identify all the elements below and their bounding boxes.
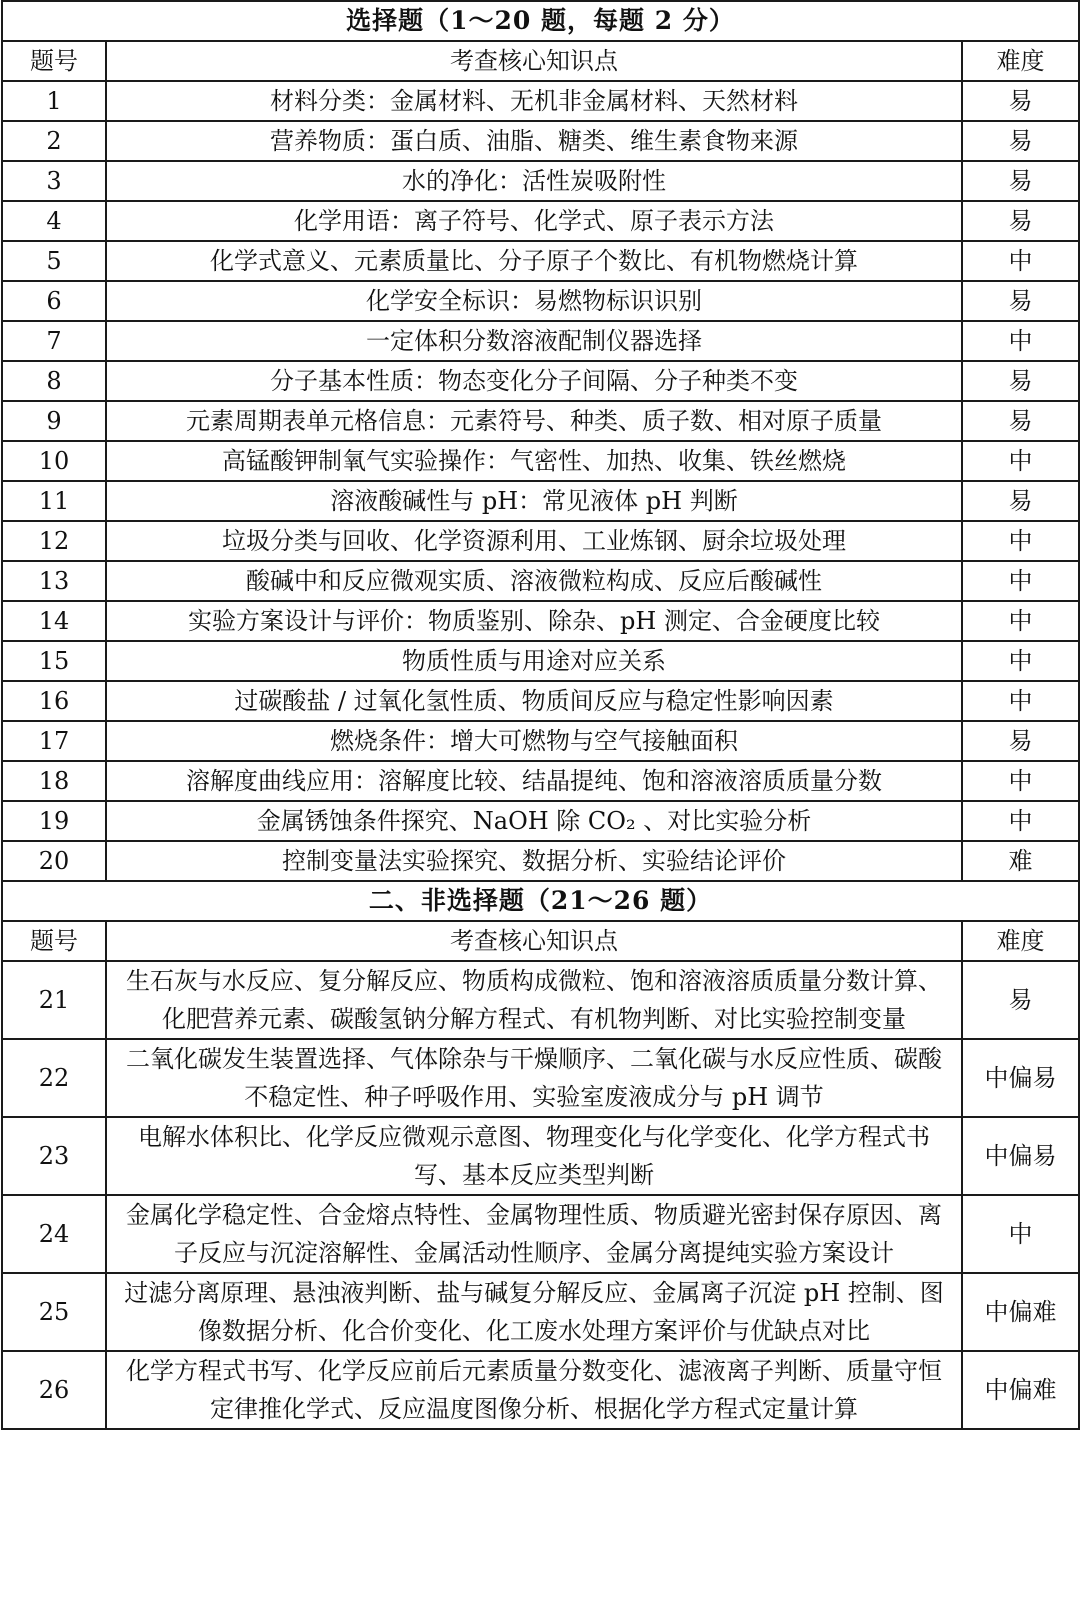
- question-number: 20: [2, 841, 106, 881]
- difficulty: 中: [962, 1195, 1079, 1273]
- question-number: 8: [2, 361, 106, 401]
- table-row: [2, 721, 1079, 761]
- table-row: [2, 641, 1079, 681]
- question-number: 25: [2, 1273, 106, 1351]
- question-number: 14: [2, 601, 106, 641]
- question-number: 26: [2, 1351, 106, 1429]
- knowledge-point: 二氧化碳发生装置选择、气体除杂与干燥顺序、二氧化碳与水反应性质、碳酸不稳定性、种子呼吸作用、实验室废液成分与 pH 调节: [106, 1039, 962, 1117]
- table-row: [2, 121, 1079, 161]
- header-row: [2, 41, 1079, 81]
- difficulty: 易: [962, 81, 1079, 121]
- table-row: [2, 1117, 1079, 1195]
- knowledge-point: 过碳酸盐 / 过氧化氢性质、物质间反应与稳定性影响因素: [106, 681, 962, 721]
- question-number: 5: [2, 241, 106, 281]
- question-number: 22: [2, 1039, 106, 1117]
- knowledge-point: 化学方程式书写、化学反应前后元素质量分数变化、滤液离子判断、质量守恒定律推化学式、反应温度图像分析、根据化学方程式定量计算: [106, 1351, 962, 1429]
- knowledge-point: 过滤分离原理、悬浊液判断、盐与碱复分解反应、金属离子沉淀 pH 控制、图像数据分析、化合价变化、化工废水处理方案评价与优缺点对比: [106, 1273, 962, 1351]
- question-number: 17: [2, 721, 106, 761]
- knowledge-point: 材料分类：金属材料、无机非金属材料、天然材料: [106, 81, 962, 121]
- table-row: [2, 1195, 1079, 1273]
- table-row: [2, 201, 1079, 241]
- question-number: 12: [2, 521, 106, 561]
- table-row: [2, 1039, 1079, 1117]
- table-row: [2, 681, 1079, 721]
- difficulty: 中: [962, 561, 1079, 601]
- knowledge-point: 溶解度曲线应用：溶解度比较、结晶提纯、饱和溶液溶质质量分数: [106, 761, 962, 801]
- table-row: [2, 1351, 1079, 1429]
- knowledge-point: 一定体积分数溶液配制仪器选择: [106, 321, 962, 361]
- difficulty: 易: [962, 161, 1079, 201]
- table-row: [2, 841, 1079, 881]
- knowledge-point: 高锰酸钾制氧气实验操作：气密性、加热、收集、铁丝燃烧: [106, 441, 962, 481]
- knowledge-point: 酸碱中和反应微观实质、溶液微粒构成、反应后酸碱性: [106, 561, 962, 601]
- table-row: [2, 321, 1079, 361]
- difficulty: 中: [962, 441, 1079, 481]
- difficulty: 中: [962, 321, 1079, 361]
- table-row: [2, 1273, 1079, 1351]
- knowledge-point: 化学用语：离子符号、化学式、原子表示方法: [106, 201, 962, 241]
- difficulty: 易: [962, 201, 1079, 241]
- difficulty: 中: [962, 521, 1079, 561]
- header-row: [2, 921, 1079, 961]
- difficulty: 易: [962, 721, 1079, 761]
- difficulty: 中: [962, 681, 1079, 721]
- question-number: 24: [2, 1195, 106, 1273]
- difficulty: 中偏易: [962, 1117, 1079, 1195]
- knowledge-point: 物质性质与用途对应关系: [106, 641, 962, 681]
- question-number: 23: [2, 1117, 106, 1195]
- difficulty: 中: [962, 241, 1079, 281]
- question-number: 6: [2, 281, 106, 321]
- question-number: 18: [2, 761, 106, 801]
- table-row: [2, 801, 1079, 841]
- question-number: 1: [2, 81, 106, 121]
- section-title-choice: 选择题（1～20 题，每题 2 分）: [2, 1, 1079, 41]
- knowledge-point: 化学式意义、元素质量比、分子原子个数比、有机物燃烧计算: [106, 241, 962, 281]
- table-row: [2, 521, 1079, 561]
- table-row: [2, 361, 1079, 401]
- knowledge-point: 实验方案设计与评价：物质鉴别、除杂、pH 测定、合金硬度比较: [106, 601, 962, 641]
- table-row: [2, 241, 1079, 281]
- knowledge-point: 化学安全标识：易燃物标识识别: [106, 281, 962, 321]
- question-number: 10: [2, 441, 106, 481]
- table-row: [2, 761, 1079, 801]
- question-number: 2: [2, 121, 106, 161]
- table-row: [2, 81, 1079, 121]
- header-number: 题号: [2, 921, 106, 961]
- knowledge-point: 营养物质：蛋白质、油脂、糖类、维生素食物来源: [106, 121, 962, 161]
- question-number: 21: [2, 961, 106, 1039]
- question-number: 4: [2, 201, 106, 241]
- table-row: [2, 481, 1079, 521]
- question-number: 16: [2, 681, 106, 721]
- difficulty: 易: [962, 481, 1079, 521]
- difficulty: 易: [962, 361, 1079, 401]
- table-row: [2, 441, 1079, 481]
- difficulty: 易: [962, 961, 1079, 1039]
- table-row: [2, 161, 1079, 201]
- table-row: [2, 281, 1079, 321]
- table-row: [2, 601, 1079, 641]
- header-difficulty: 难度: [962, 41, 1079, 81]
- difficulty: 易: [962, 281, 1079, 321]
- section-title-row: [2, 1, 1079, 41]
- knowledge-point: 金属化学稳定性、合金熔点特性、金属物理性质、物质避光密封保存原因、离子反应与沉淀溶解性、金属活动性顺序、金属分离提纯实验方案设计: [106, 1195, 962, 1273]
- table-row: [2, 961, 1079, 1039]
- difficulty: 中偏难: [962, 1273, 1079, 1351]
- knowledge-point: 燃烧条件：增大可燃物与空气接触面积: [106, 721, 962, 761]
- question-number: 7: [2, 321, 106, 361]
- difficulty: 中: [962, 801, 1079, 841]
- question-number: 3: [2, 161, 106, 201]
- question-number: 11: [2, 481, 106, 521]
- knowledge-point-table: [1, 0, 1080, 1430]
- knowledge-point: 电解水体积比、化学反应微观示意图、物理变化与化学变化、化学方程式书写、基本反应类型判断: [106, 1117, 962, 1195]
- question-number: 13: [2, 561, 106, 601]
- header-number: 题号: [2, 41, 106, 81]
- section-title-nonchoice: 二、非选择题（21～26 题）: [2, 881, 1079, 921]
- difficulty: 易: [962, 401, 1079, 441]
- knowledge-point: 生石灰与水反应、复分解反应、物质构成微粒、饱和溶液溶质质量分数计算、化肥营养元素、碳酸氢钠分解方程式、有机物判断、对比实验控制变量: [106, 961, 962, 1039]
- difficulty: 中偏难: [962, 1351, 1079, 1429]
- knowledge-point: 金属锈蚀条件探究、NaOH 除 CO₂ 、对比实验分析: [106, 801, 962, 841]
- header-knowledge-point: 考查核心知识点: [106, 921, 962, 961]
- knowledge-point: 控制变量法实验探究、数据分析、实验结论评价: [106, 841, 962, 881]
- header-knowledge-point: 考查核心知识点: [106, 41, 962, 81]
- knowledge-point: 元素周期表单元格信息：元素符号、种类、质子数、相对原子质量: [106, 401, 962, 441]
- difficulty: 中偏易: [962, 1039, 1079, 1117]
- difficulty: 难: [962, 841, 1079, 881]
- difficulty: 易: [962, 121, 1079, 161]
- knowledge-point: 分子基本性质：物态变化分子间隔、分子种类不变: [106, 361, 962, 401]
- difficulty: 中: [962, 761, 1079, 801]
- question-number: 15: [2, 641, 106, 681]
- table-row: [2, 401, 1079, 441]
- knowledge-point: 溶液酸碱性与 pH：常见液体 pH 判断: [106, 481, 962, 521]
- difficulty: 中: [962, 601, 1079, 641]
- table-body: [2, 1, 1079, 1429]
- question-number: 19: [2, 801, 106, 841]
- section-title-row: [2, 881, 1079, 921]
- difficulty: 中: [962, 641, 1079, 681]
- header-difficulty: 难度: [962, 921, 1079, 961]
- question-number: 9: [2, 401, 106, 441]
- knowledge-point: 水的净化：活性炭吸附性: [106, 161, 962, 201]
- table-row: [2, 561, 1079, 601]
- knowledge-point: 垃圾分类与回收、化学资源利用、工业炼钢、厨余垃圾处理: [106, 521, 962, 561]
